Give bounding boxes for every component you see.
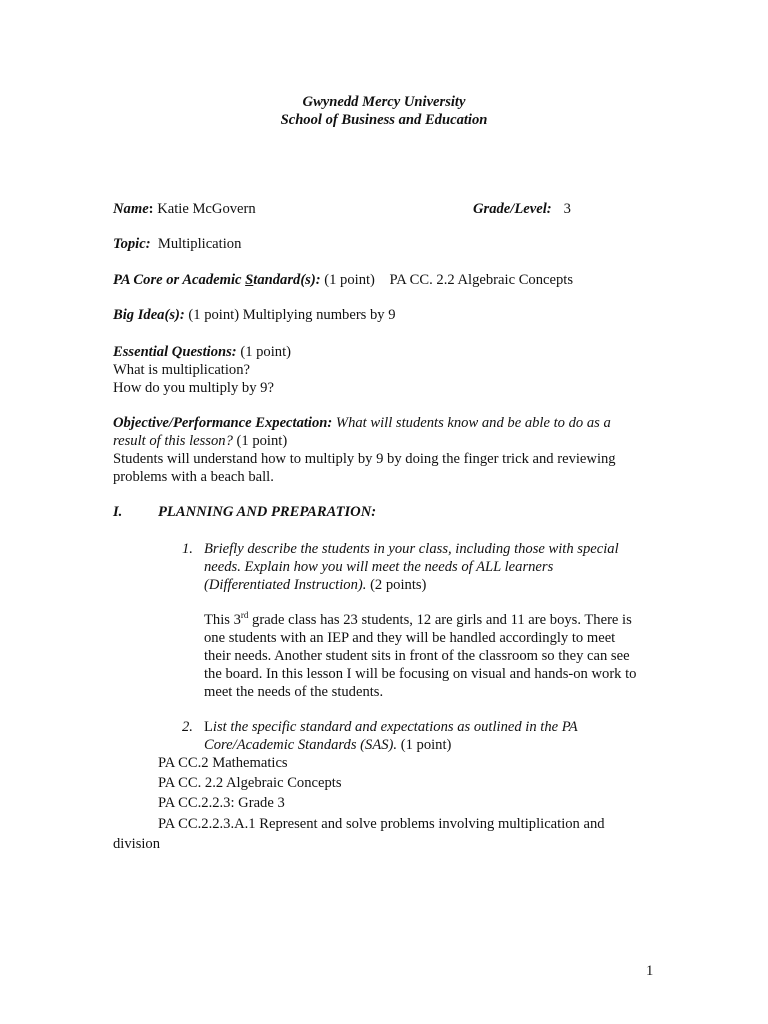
name-value: Katie McGovern [157,201,256,217]
item1-line1: Briefly describe the students in your class, including those with special [204,541,619,557]
name-label: Name [113,201,149,217]
university-title: Gwynedd Mercy University [302,94,466,110]
item1-answer-line1: This 3rd grade class has 23 students, 12 are girls and 11 are boys. There is [204,610,632,628]
essential-questions-points: (1 point) [240,344,291,360]
page-number: 1 [646,963,654,979]
objective-answer-2: problems with a beach ball. [113,469,274,485]
standard-line-3: PA CC.2.2.3: Grade 3 [158,795,285,811]
objective-label: Objective/Performance Expectation: [113,415,333,431]
essential-questions-row [113,343,291,361]
item1-number: 1. [182,541,193,557]
standard-line-4: PA CC.2.2.3.A.1 Represent and solve problems involving multiplication and [158,816,605,832]
objective-row [113,414,611,432]
objective-answer-1: Students will understand how to multiply by 9 by doing the finger trick and reviewing [113,451,616,467]
item1-answer-line2: one students with an IEP and they will be handled accordingly to meet [204,630,616,646]
item2-line2: Core/Academic Standards (SAS). (1 point) [204,737,452,753]
item2-line1: List the specific standard and expectations as outlined in the PA [204,719,578,735]
name-colon: : [148,201,154,217]
item1-line2: needs. Explain how you will meet the needs of ALL learners [204,559,554,575]
topic-value: Multiplication [157,236,242,252]
item1-answer-line5: meet the needs of the students. [204,684,384,700]
standard-line-4-cont: division [113,836,161,852]
grade-label: Grade/Level: [473,201,552,217]
objective-row-2 [113,432,287,450]
grade-row [473,200,571,218]
standards-value: PA CC. 2.2 Algebraic Concepts [389,272,574,288]
item1-line3: (Differentiated Instruction). (2 points) [204,577,427,593]
big-idea-value: (1 point) Multiplying numbers by 9 [188,307,396,323]
standards-points: (1 point) [324,272,375,288]
item2-number: 2. [182,719,193,735]
essential-question-2: How do you multiply by 9? [113,380,274,396]
item1-answer-line3: their needs. Another student sits in front of the classroom so they can see [204,648,630,664]
essential-questions-label: Essential Questions: [113,344,237,360]
name-row [113,200,256,218]
school-title: School of Business and Education [280,112,488,128]
standards-label: PA Core or Academic Standard(s): [113,272,321,288]
objective-points: (1 point) [236,433,288,449]
big-idea-label: Big Idea(s): [113,307,185,323]
objective-prompt-1: What will students know and be able to do as a [335,415,611,431]
grade-value: 3 [563,201,571,217]
standards-row [113,271,573,289]
item1-answer-line4: the board. In this lesson I will be focusing on visual and hands-on work to [204,666,637,682]
topic-row [113,235,241,253]
section-title: PLANNING AND PREPARATION: [158,504,377,520]
standard-line-1: PA CC.2 Mathematics [158,755,288,771]
topic-label: Topic: [113,236,151,252]
section-numeral: I. [113,504,123,520]
objective-prompt-2: result of this lesson? [113,433,233,449]
standard-line-2: PA CC. 2.2 Algebraic Concepts [158,775,342,791]
essential-question-1: What is multiplication? [113,362,250,378]
big-idea-row [113,306,396,324]
